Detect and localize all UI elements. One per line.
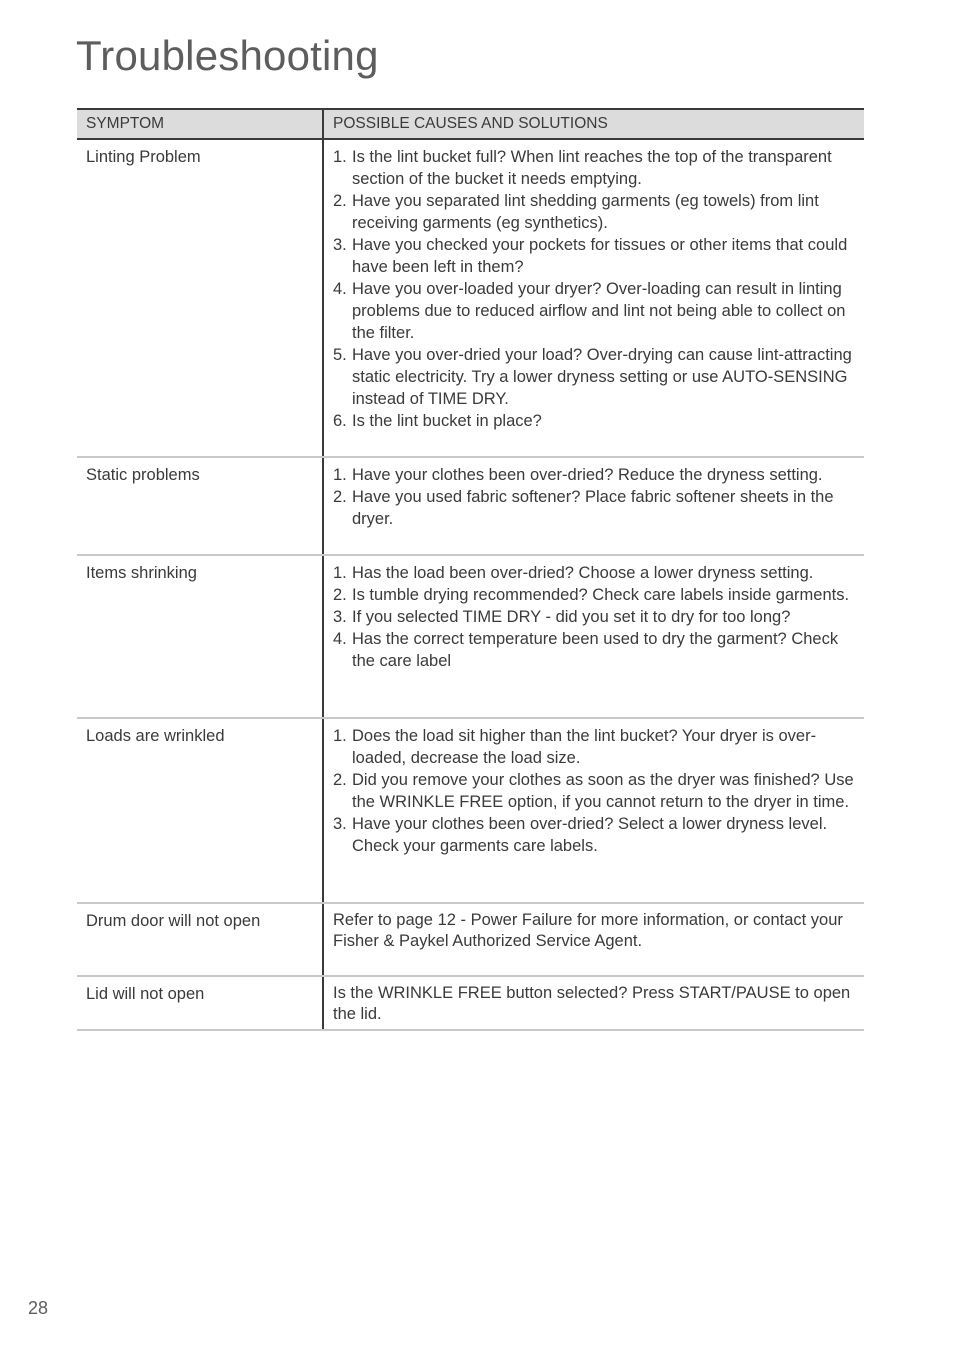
list-item <box>333 486 858 530</box>
list-number: 1. <box>333 148 347 166</box>
causes-list <box>333 725 858 857</box>
list-item <box>333 584 858 606</box>
table-row <box>77 556 864 719</box>
list-text: Have your clothes been over-dried? Select a lower dryness level. Check your garments care labels. <box>352 815 828 855</box>
causes-list <box>333 562 858 672</box>
list-text: Is the lint bucket in place? <box>352 412 542 430</box>
list-text: Did you remove your clothes as soon as the dryer was finished? Use the WRINKLE FREE option, if you cannot return to the dryer in time. <box>352 771 854 811</box>
list-text: Have your clothes been over-dried? Reduce the dryness setting. <box>352 466 823 484</box>
page-number: 28 <box>28 1298 49 1318</box>
symptom-cell: Static problems <box>77 458 324 554</box>
list-number: 3. <box>333 815 347 833</box>
causes-list <box>333 464 858 530</box>
list-item <box>333 464 858 486</box>
list-text: Is tumble drying recommended? Check care labels inside garments. <box>352 586 850 604</box>
symptom-cell: Drum door will not open <box>77 904 324 975</box>
list-text: Have you over-loaded your dryer? Over-loading can result in linting problems due to reduced airflow and lint not being able to collect on the filter. <box>352 280 846 342</box>
list-item <box>333 278 858 344</box>
list-text: Have you over-dried your load? Over-drying can cause lint-attracting static electricity. Try a lower dryness setting or use AUTO-SENSING instead of TIME DRY. <box>352 346 852 408</box>
list-item <box>333 234 858 278</box>
list-text: Is the lint bucket full? When lint reaches the top of the transparent section of the bucket it needs emptying. <box>352 148 832 188</box>
page-title: Troubleshooting <box>76 32 379 79</box>
list-number: 4. <box>333 630 347 648</box>
list-text: Does the load sit higher than the lint bucket? Your dryer is over-loaded, decrease the load size. <box>352 727 817 767</box>
list-number: 1. <box>333 727 347 745</box>
list-number: 3. <box>333 608 347 626</box>
list-number: 1. <box>333 466 347 484</box>
list-number: 2. <box>333 488 347 506</box>
solutions-cell <box>324 556 864 717</box>
list-text: If you selected TIME DRY - did you set it to dry for too long? <box>352 608 791 626</box>
list-number: 3. <box>333 236 347 254</box>
list-text: Have you checked your pockets for tissues or other items that could have been left in them? <box>352 236 848 276</box>
solutions-cell <box>324 977 864 1029</box>
header-solutions: POSSIBLE CAUSES AND SOLUTIONS <box>333 115 608 132</box>
list-number: 2. <box>333 192 347 210</box>
list-number: 4. <box>333 280 347 298</box>
list-item <box>333 813 858 857</box>
solutions-cell <box>324 904 864 975</box>
list-number: 6. <box>333 412 347 430</box>
list-item <box>333 769 858 813</box>
list-item <box>333 725 858 769</box>
solutions-cell <box>324 458 864 554</box>
list-item <box>333 606 858 628</box>
list-number: 5. <box>333 346 347 364</box>
table-row <box>77 977 864 1031</box>
solution-text: Is the WRINKLE FREE button selected? Press START/PAUSE to open the lid. <box>333 984 851 1023</box>
troubleshooting-table <box>77 108 864 1031</box>
table-row <box>77 904 864 977</box>
solution-text: Refer to page 12 - Power Failure for more information, or contact your Fisher & Paykel Authorized Service Agent. <box>333 911 843 950</box>
list-item <box>333 410 858 432</box>
table-row <box>77 140 864 458</box>
causes-list <box>333 146 858 432</box>
list-text: Has the load been over-dried? Choose a lower dryness setting. <box>352 564 814 582</box>
table-row <box>77 719 864 904</box>
list-item <box>333 628 858 672</box>
symptom-cell: Lid will not open <box>77 977 324 1029</box>
list-text: Have you separated lint shedding garments (eg towels) from lint receiving garments (eg synthetics). <box>352 192 819 232</box>
symptom-cell: Loads are wrinkled <box>77 719 324 902</box>
list-text: Has the correct temperature been used to dry the garment? Check the care label <box>352 630 839 670</box>
solutions-cell <box>324 140 864 456</box>
list-item <box>333 190 858 234</box>
list-item <box>333 344 858 410</box>
header-symptom: SYMPTOM <box>77 110 324 138</box>
list-number: 1. <box>333 564 347 582</box>
list-item <box>333 146 858 190</box>
list-number: 2. <box>333 586 347 604</box>
solutions-cell <box>324 719 864 902</box>
table-row <box>77 458 864 556</box>
symptom-cell: Linting Problem <box>77 140 324 456</box>
list-number: 2. <box>333 771 347 789</box>
list-item <box>333 562 858 584</box>
list-text: Have you used fabric softener? Place fabric softener sheets in the dryer. <box>352 488 834 528</box>
symptom-cell: Items shrinking <box>77 556 324 717</box>
table-header-row <box>77 108 864 140</box>
